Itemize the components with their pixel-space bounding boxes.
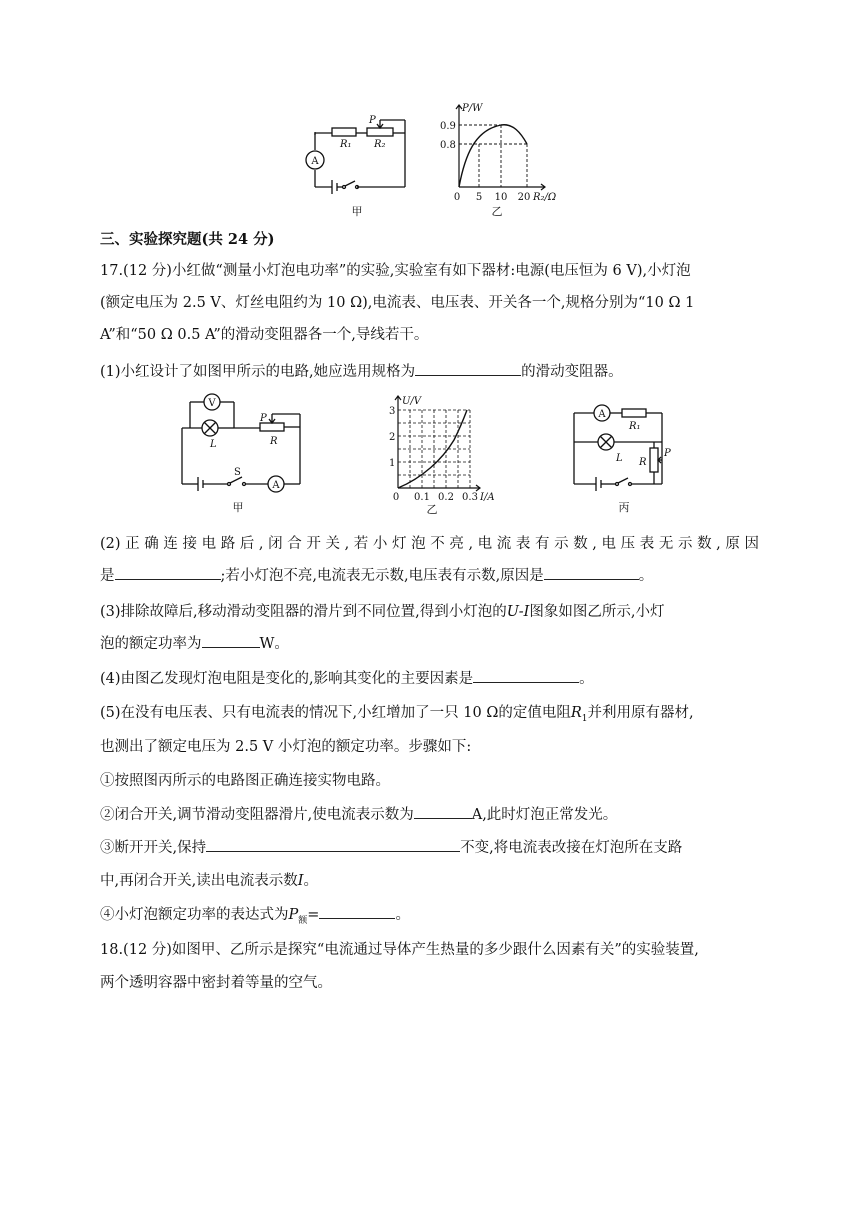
q17-sub3-blank[interactable]	[202, 633, 260, 648]
top-jia-r1-label: R₁	[340, 139, 352, 150]
section-title: 三、实验探究题(共 24 分)	[100, 231, 275, 248]
q17-sub2-line1: (2) 正 确 连 接 电 路 后 , 闭 合 开 关 , 若 小 灯 泡 不 亮 , 电 流 表 有 示 数 , 电 压 表 无 示 数 , 原 因	[100, 536, 760, 552]
q17-step3-text-a: ③断开开关,保持	[100, 840, 207, 856]
mid-jia-voltmeter-label: V	[208, 398, 216, 409]
q17-para-line1: 17.(12 分)小红做“测量小灯泡电功率”的实验,实验室有如下器材:电源(电压恒为 6 V),小灯泡	[100, 263, 691, 279]
q17-step4-p: P	[288, 907, 299, 923]
mid-jia-slider-label: P	[260, 413, 267, 424]
q17-step3-line2	[100, 869, 318, 890]
q17-sub2-line2	[100, 564, 653, 585]
q17-para-line2: (额定电压为 2.5 V、灯丝电阻约为 10 Ω),电流表、电压表、开关各一个,规格分别为“10 Ω 1	[100, 295, 695, 311]
mid-bing-slider-label: P	[664, 448, 671, 459]
mid-jia-lamp-label: L	[210, 439, 217, 450]
q17-sub4	[100, 667, 594, 688]
mid-circuit-bing	[574, 405, 662, 491]
q17-sub1	[100, 360, 623, 381]
q17-step3-i: I	[297, 873, 304, 889]
top-yi-x-label: R₂/Ω	[533, 192, 557, 203]
top-jia-caption: 甲	[351, 205, 363, 218]
top-yi-x-tick-0: 0	[453, 192, 461, 203]
q17-sub3-line2	[100, 632, 289, 653]
q17-step4-text-c: 。	[395, 907, 410, 923]
q18-para-line1: 18.(12 分)如图甲、乙所示是探究“电流通过导体产生热量的多少跟什么因素有关”的实验装置,	[100, 942, 699, 958]
mid-yi-y-tick-2: 2	[389, 432, 396, 443]
q18-para-line2: 两个透明容器中密封着等量的空气。	[100, 975, 332, 991]
mid-yi-x-tick-0.1: 0.1	[414, 492, 430, 503]
mid-yi-caption: 乙	[426, 503, 438, 516]
q17-sub1-text-b: 的滑动变阻器。	[521, 364, 623, 380]
q17-step3-text-c: 中,再闭合开关,读出电流表示数	[100, 873, 298, 889]
q17-sub3-text-c: 泡的额定功率为	[100, 636, 202, 652]
q17-step4-p-sub: 额	[298, 915, 308, 926]
q17-sub3-line1	[100, 600, 664, 621]
mid-bing-rheostat-label: R	[639, 457, 647, 468]
mid-jia-rheostat-label: R	[270, 436, 278, 447]
q17-sub4-text-a: (4)由图乙发现灯泡电阻是变化的,影响其变化的主要因素是	[100, 671, 474, 687]
q17-sub1-text-a: (1)小红设计了如图甲所示的电路,她应选用规格为	[100, 364, 416, 380]
mid-bing-ammeter-label: A	[598, 409, 606, 420]
top-figures	[295, 95, 565, 225]
mid-yi-y-tick-1: 1	[389, 458, 396, 469]
q17-sub5-line1	[100, 701, 694, 724]
q17-step3-blank[interactable]	[206, 837, 460, 852]
q17-sub5-r-sub: 1	[581, 713, 588, 724]
top-jia-r2-label: R₂	[374, 139, 386, 150]
q17-sub2-blank-2[interactable]	[544, 565, 639, 580]
top-circuit-jia	[306, 120, 405, 194]
mid-jia-switch-label: S	[234, 467, 241, 478]
top-graph-yi	[456, 105, 545, 190]
q17-step4-eq: =	[307, 907, 320, 923]
mid-bing-lamp-label: L	[616, 453, 623, 464]
mid-yi-x-label: I/A	[480, 492, 495, 503]
q17-para-line3: A”和“50 Ω 0.5 A”的滑动变阻器各一个,导线若干。	[100, 327, 429, 343]
q17-step3-text-d: 。	[303, 873, 318, 889]
q17-step2	[100, 803, 617, 824]
mid-figures	[170, 390, 700, 518]
top-yi-x-tick-20: 20	[517, 192, 531, 203]
q17-sub2-text-d: 。	[638, 568, 654, 584]
q17-sub2-text-c: ;若小灯泡不亮,电流表无示数,电压表有示数,原因是	[220, 568, 544, 584]
top-yi-x-tick-10: 10	[494, 192, 508, 203]
q17-sub5-r: R	[570, 705, 582, 721]
mid-yi-y-label: U/V	[402, 396, 422, 407]
q17-sub3-text-d: W。	[259, 636, 289, 652]
top-yi-y-tick-0.8: 0.8	[440, 140, 456, 151]
mid-bing-caption: 丙	[618, 501, 630, 514]
mid-yi-y-tick-3: 3	[389, 406, 396, 417]
q17-step2-blank[interactable]	[414, 804, 472, 819]
top-jia-ammeter-label: A	[311, 156, 319, 167]
top-yi-x-tick-5: 5	[475, 192, 483, 203]
mid-graph-yi	[395, 396, 480, 491]
q17-step4-text-a: ④小灯泡额定功率的表达式为	[100, 907, 289, 923]
mid-jia-ammeter-label: A	[272, 480, 280, 491]
q17-step3-text-b: 不变,将电流表改接在灯泡所在支路	[460, 840, 683, 856]
q17-step4-blank[interactable]	[319, 904, 395, 919]
mid-yi-x-tick-0.2: 0.2	[438, 492, 454, 503]
q17-sub5-text-a: (5)在没有电压表、只有电流表的情况下,小红增加了一只 10 Ω的定值电阻	[100, 705, 571, 721]
q17-sub4-text-b: 。	[579, 671, 594, 687]
q17-sub3-text-a: (3)排除故障后,移动滑动变阻器的滑片到不同位置,得到小灯泡的	[100, 604, 507, 620]
top-yi-y-tick-0.9: 0.9	[440, 121, 456, 132]
top-jia-slider-label: P	[369, 115, 376, 126]
q17-sub3-ui: U-I	[506, 604, 530, 620]
mid-bing-r1-label: R₁	[629, 421, 641, 432]
top-yi-y-label: P/W	[462, 103, 483, 114]
q17-sub3-text-b: 图象如图乙所示,小灯	[529, 604, 665, 620]
q17-step2-text-b: A,此时灯泡正常发光。	[471, 807, 618, 823]
q17-step2-text-a: ②闭合开关,调节滑动变阻器滑片,使电流表示数为	[100, 807, 414, 823]
q17-step3-line1	[100, 836, 682, 857]
q17-sub2-blank-1[interactable]	[115, 565, 221, 580]
q17-step1: ①按照图丙所示的电路图正确连接实物电路。	[100, 773, 390, 789]
top-yi-caption: 乙	[491, 205, 503, 218]
mid-yi-x-tick-0: 0	[392, 492, 400, 503]
mid-yi-x-tick-0.3: 0.3	[462, 492, 478, 503]
mid-jia-caption: 甲	[232, 501, 244, 514]
q17-sub4-blank[interactable]	[473, 668, 579, 683]
q17-sub2-text-b: 是	[100, 568, 115, 584]
q17-sub5-line2: 也测出了额定电压为 2.5 V 小灯泡的额定功率。步骤如下:	[100, 739, 472, 755]
q17-step4	[100, 903, 410, 926]
q17-sub5-text-b: 并利用原有器材,	[587, 705, 694, 721]
q17-sub1-blank[interactable]	[415, 361, 521, 376]
mid-circuit-jia	[182, 394, 300, 492]
